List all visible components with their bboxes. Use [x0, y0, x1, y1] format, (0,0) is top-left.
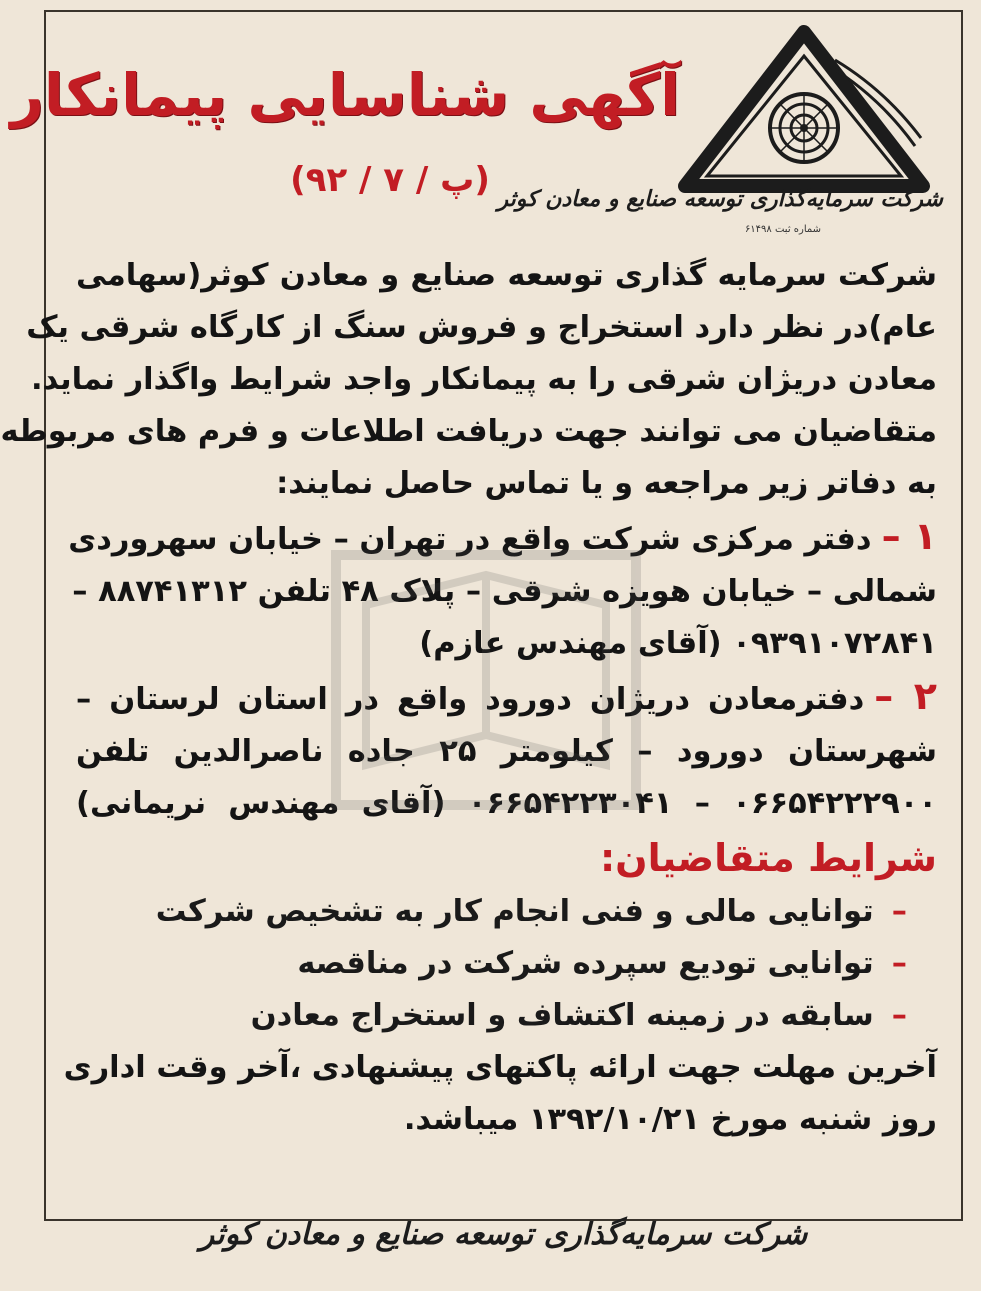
header	[10, 18, 943, 250]
ad-code: (پ / ۷ / ۹۲)	[290, 160, 490, 200]
office2-number: ۲ –	[874, 674, 937, 718]
office1-number: ۱ –	[881, 514, 937, 558]
dash-bullet-icon: –	[891, 894, 907, 929]
office2-line: ۰۶۶۵۴۲۲۲۹۰۰ – ۰۶۶۵۴۲۲۳۰۴۱ (آقای مهندس نریمانی)	[76, 786, 937, 821]
ad-body	[0, 250, 943, 1146]
intro-line: معادن دریژان شرقی را به پیمانکار واجد شرایط واگذار نماید.	[30, 362, 937, 397]
office1-text: دفتر مرکزی شرکت واقع در تهران – خیابان سهروردی	[68, 522, 872, 557]
office2-line: شهرستان دورود – کیلومتر ۲۵ جاده ناصرالدین تلفن	[76, 734, 937, 769]
office1-line: ۰۹۳۹۱۰۷۲۸۴۱ (آقای مهندس عازم)	[419, 626, 937, 661]
condition-text: توانایی تودیع سپرده شرکت در مناقصه	[297, 946, 874, 981]
intro-line: به دفاتر زیر مراجعه و یا تماس حاصل نمایند:	[276, 466, 937, 501]
office1-line: شمالی – خیابان هویزه شرقی – پلاک ۴۸ تلفن ۸۸۷۴۱۳۱۲ –	[72, 574, 937, 609]
condition-item	[76, 886, 937, 938]
office2-line	[76, 670, 937, 726]
deadline-line: آخرین مهلت جهت ارائه پاکتهای پیشنهادی ،آخر وقت اداری	[63, 1050, 937, 1085]
dash-bullet-icon: –	[891, 998, 907, 1033]
dash-bullet-icon: –	[891, 946, 907, 981]
condition-item	[76, 938, 937, 990]
office2-text: دفترمعادن دریژان دورود واقع در استان لرستان –	[76, 682, 865, 717]
page-title: آگهی شناسایی پیمانکار	[10, 61, 680, 129]
office1-line	[68, 510, 937, 566]
logo-company-name: شرکت سرمایه‌گذاری توسعه صنایع و معادن کوثر	[497, 186, 943, 212]
condition-text: سابقه در زمینه اکتشاف و استخراج معادن	[250, 998, 874, 1033]
footer-signature: شرکت سرمایه‌گذاری توسعه صنایع و معادن کوثر	[199, 1217, 808, 1252]
intro-line: عام)در نظر دارد استخراج و فروش سنگ از کارگاه شرقی یک	[26, 310, 937, 345]
company-logo	[679, 26, 929, 250]
deadline-line: روز شنبه مورخ ۱۳۹۲/۱۰/۲۱ میباشد.	[403, 1102, 937, 1137]
condition-text: توانایی مالی و فنی انجام کار به تشخیص شرکت	[155, 894, 874, 929]
logo-registration: شماره ثبت ۶۱۴۹۸	[744, 224, 822, 235]
intro-line: شرکت سرمایه گذاری توسعه صنایع و معادن کوثر(سهامی	[76, 258, 937, 293]
intro-line: متقاضیان می توانند جهت دریافت اطلاعات و فرم های مربوطه	[0, 414, 937, 449]
condition-item	[76, 990, 937, 1042]
conditions-title: شرایط متقاضیان:	[599, 836, 937, 880]
triangle-emblem-icon	[679, 26, 929, 191]
